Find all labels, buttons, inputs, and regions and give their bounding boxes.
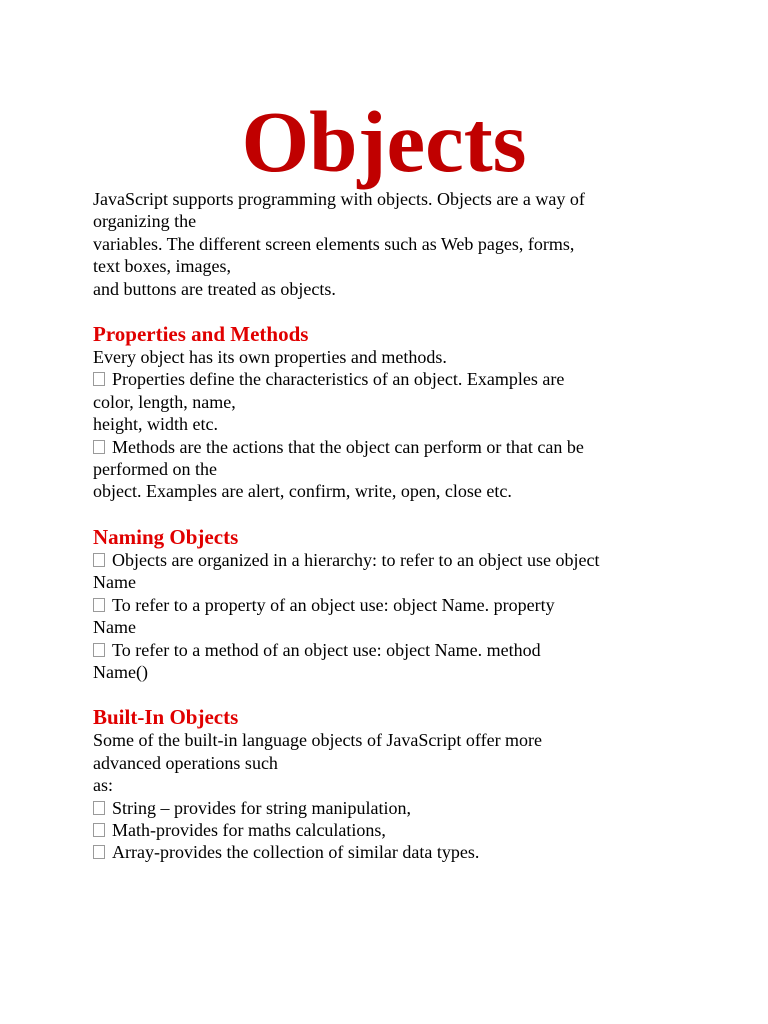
line-text: Math-provides for maths calculations, (112, 819, 386, 840)
line-text: String – provides for string manipulation, (112, 797, 411, 818)
body-line (93, 616, 693, 638)
bullet-line (93, 549, 693, 571)
line-text: Name (93, 617, 136, 638)
line-text: object. Examples are alert, confirm, write, open, close etc. (93, 481, 512, 502)
missing-glyph-box-icon (93, 598, 105, 612)
line-text: Every object has its own properties and methods. (93, 347, 447, 368)
body-line (93, 480, 693, 502)
section-spacer (93, 503, 693, 525)
line-text: Properties define the characteristics of an object. Examples are (112, 369, 565, 390)
bullet-line (93, 368, 693, 390)
line-text: Array-provides the collection of similar data types. (112, 842, 480, 863)
line-text: Objects are organized in a hierarchy: to refer to an object use object (112, 549, 600, 570)
document-body (93, 188, 693, 864)
section-spacer (93, 300, 693, 322)
body-line (93, 346, 693, 368)
body-line (93, 571, 693, 593)
body-line (93, 391, 693, 413)
intro-line: and buttons are treated as objects. (93, 278, 336, 299)
bullet-line (93, 436, 693, 458)
line-text: Some of the built-in language objects of JavaScript offer more (93, 730, 543, 751)
line-text: Name (93, 572, 136, 593)
body-line (93, 661, 693, 683)
bullet-line (93, 639, 693, 661)
section-built-in-objects (93, 705, 693, 863)
intro-line: text boxes, images, (93, 256, 231, 277)
section-heading: Properties and Methods (93, 322, 309, 347)
section-spacer (93, 683, 693, 705)
intro-line: organizing the (93, 211, 197, 232)
missing-glyph-box-icon (93, 801, 105, 815)
section-properties-and-methods (93, 322, 693, 503)
missing-glyph-box-icon (93, 823, 105, 837)
body-line (93, 458, 693, 480)
body-line (93, 752, 693, 774)
line-text: Methods are the actions that the object can perform or that can be (112, 436, 584, 457)
missing-glyph-box-icon (93, 372, 105, 386)
body-line (93, 729, 693, 751)
missing-glyph-box-icon (93, 440, 105, 454)
body-line (93, 774, 693, 796)
bullet-line (93, 594, 693, 616)
section-heading: Naming Objects (93, 524, 239, 549)
page-title: Objects (241, 93, 527, 190)
bullet-line (93, 797, 693, 819)
intro-line: JavaScript supports programming with objects. Objects are a way of (93, 189, 585, 209)
intro-line: variables. The different screen elements such as Web pages, forms, (93, 233, 575, 254)
body-line (93, 413, 693, 435)
section-naming-objects (93, 525, 693, 683)
line-text: advanced operations such (93, 752, 278, 773)
line-text: as: (93, 775, 113, 796)
line-text: To refer to a property of an object use: object Name. property (112, 594, 555, 615)
line-text: performed on the (93, 459, 217, 480)
line-text: color, length, name, (93, 391, 236, 412)
line-text: height, width etc. (93, 414, 218, 435)
bullet-line (93, 819, 693, 841)
bullet-line (93, 841, 693, 863)
line-text: To refer to a method of an object use: object Name. method (112, 639, 541, 660)
section-heading: Built-In Objects (93, 705, 239, 730)
missing-glyph-box-icon (93, 553, 105, 567)
missing-glyph-box-icon (93, 643, 105, 657)
intro-paragraph (93, 188, 693, 300)
missing-glyph-box-icon (93, 845, 105, 859)
line-text: Name() (93, 661, 148, 682)
